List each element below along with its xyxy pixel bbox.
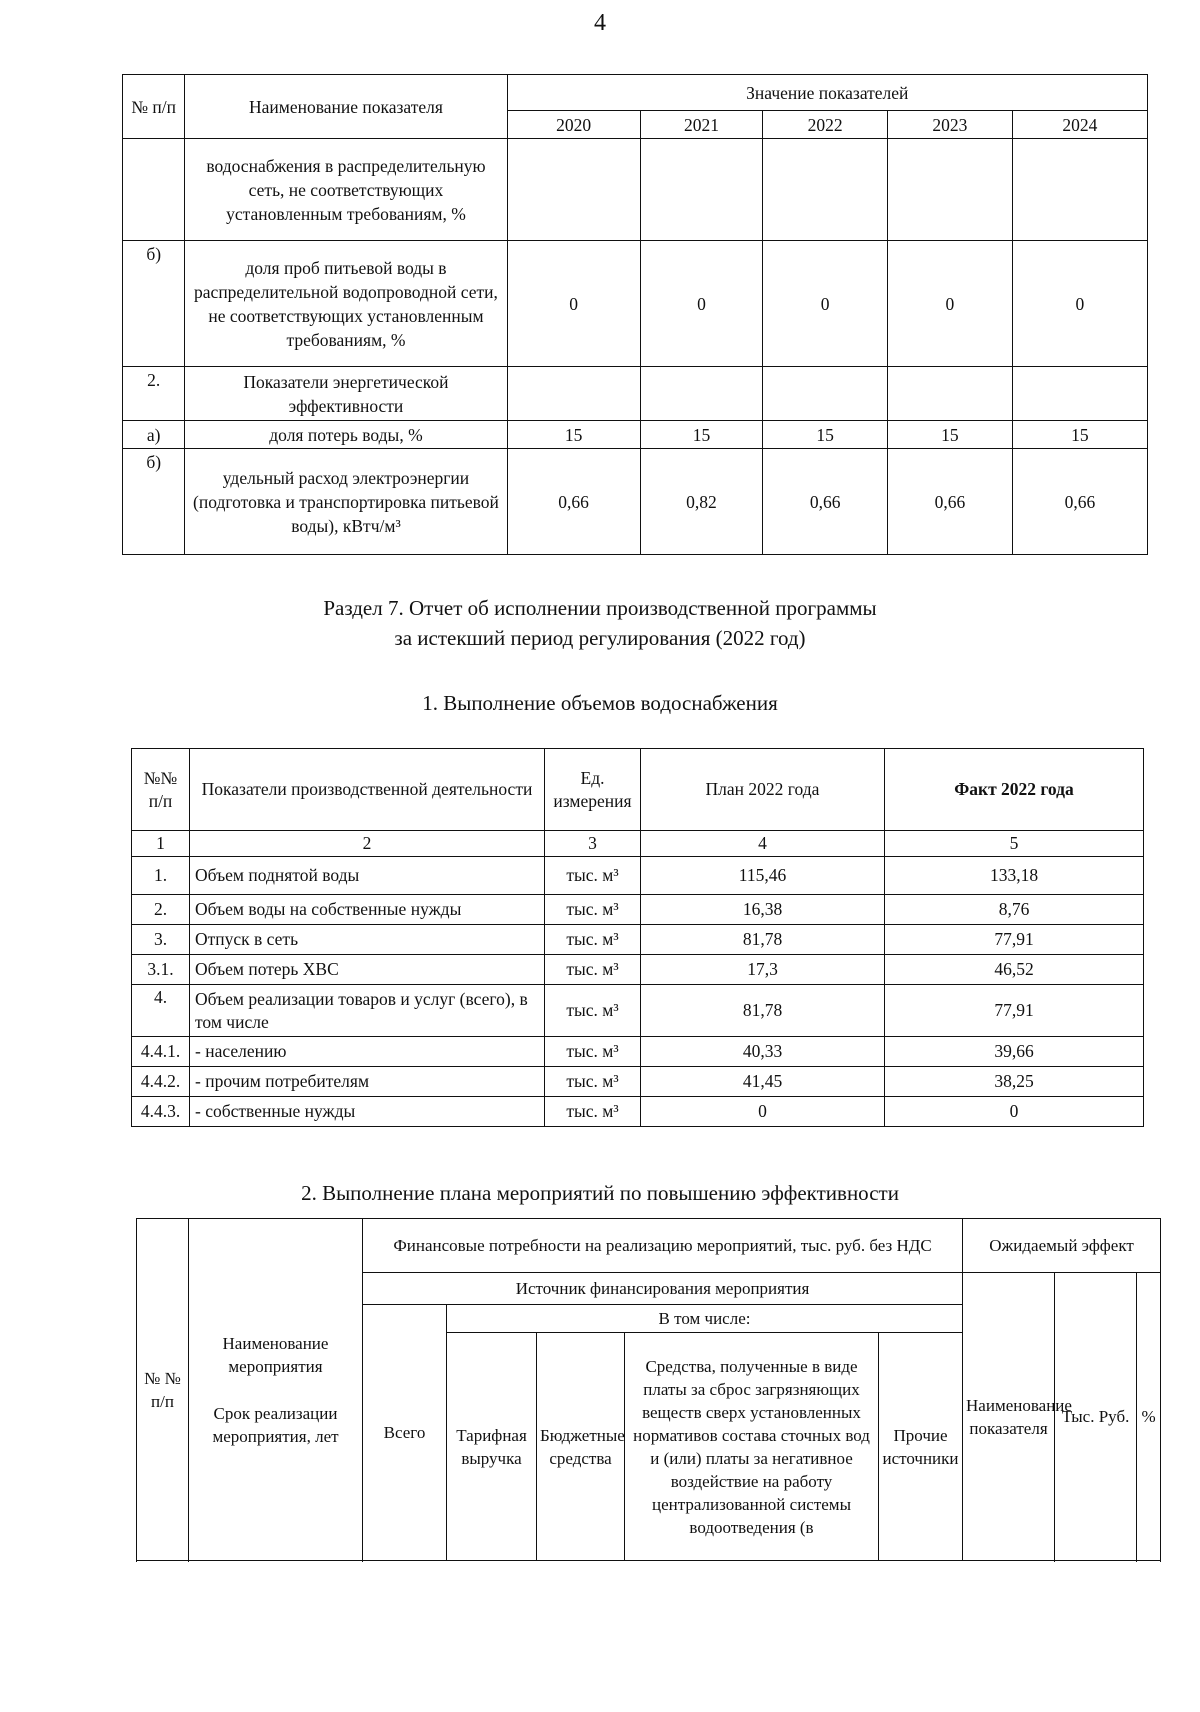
table-row bbox=[123, 449, 1148, 555]
table-row bbox=[123, 367, 1148, 421]
row-value: 15 bbox=[1012, 421, 1147, 449]
row-num bbox=[123, 139, 185, 241]
row-value: 15 bbox=[640, 421, 763, 449]
row-unit: тыс. м³ bbox=[545, 1097, 641, 1127]
row-value bbox=[888, 139, 1013, 241]
header-effect: Ожидаемый эффект bbox=[963, 1219, 1161, 1273]
page-number: 4 bbox=[594, 10, 606, 36]
header-budget: Бюджетные средства bbox=[537, 1333, 625, 1561]
row-value: 0 bbox=[640, 241, 763, 367]
header-percent: % bbox=[1137, 1273, 1161, 1561]
measure-term-label: Срок реализации мероприятия, лет bbox=[212, 1403, 339, 1446]
row-value bbox=[763, 367, 888, 421]
section-title bbox=[0, 593, 1200, 653]
table-row bbox=[132, 985, 1144, 1037]
row-num: 3. bbox=[132, 925, 190, 955]
year-header: 2022 bbox=[763, 111, 888, 139]
row-plan: 81,78 bbox=[641, 985, 885, 1037]
row-num: 2. bbox=[132, 895, 190, 925]
row-name: - населению bbox=[190, 1037, 545, 1067]
row-fact: 46,52 bbox=[885, 955, 1144, 985]
row-value bbox=[763, 139, 888, 241]
header-measure bbox=[189, 1219, 363, 1561]
row-unit: тыс. м³ bbox=[545, 857, 641, 895]
header-name: Наименование показателя bbox=[185, 75, 507, 139]
header-name: Показатели производственной деятельности bbox=[190, 749, 545, 831]
header-financial: Финансовые потребности на реализацию мероприятий, тыс. руб. без НДС bbox=[363, 1219, 963, 1273]
col-number: 3 bbox=[545, 831, 641, 857]
row-value: 15 bbox=[888, 421, 1013, 449]
subsection-title-2: 2. Выполнение плана мероприятий по повышению эффективности bbox=[301, 1181, 899, 1205]
header-num: №№ п/п bbox=[132, 749, 190, 831]
section-title-line1: Раздел 7. Отчет об исполнении производственной программы bbox=[323, 596, 877, 620]
table-row bbox=[132, 925, 1144, 955]
row-name: удельный расход электроэнергии (подготовка и транспортировка питьевой воды), кВтч/м³ bbox=[185, 449, 507, 555]
row-fact: 8,76 bbox=[885, 895, 1144, 925]
header-tariff: Тарифная выручка bbox=[447, 1333, 537, 1561]
row-num: б) bbox=[123, 241, 185, 367]
row-num: 4. bbox=[132, 985, 190, 1037]
row-plan: 17,3 bbox=[641, 955, 885, 985]
row-fact: 77,91 bbox=[885, 985, 1144, 1037]
row-name: Отпуск в сеть bbox=[190, 925, 545, 955]
measure-name-label: Наименование мероприятия bbox=[222, 1333, 329, 1376]
col-number: 2 bbox=[190, 831, 545, 857]
row-name: доля потерь воды, % bbox=[185, 421, 507, 449]
year-header: 2021 bbox=[640, 111, 763, 139]
row-value: 0 bbox=[1012, 241, 1147, 367]
row-value: 0,66 bbox=[507, 449, 640, 555]
subsection-title-1: 1. Выполнение объемов водоснабжения bbox=[422, 691, 778, 715]
row-num: 3.1. bbox=[132, 955, 190, 985]
col-number: 4 bbox=[641, 831, 885, 857]
table-row bbox=[123, 139, 1148, 241]
section-title-line2: за истекший период регулирования (2022 год) bbox=[394, 626, 806, 650]
row-unit: тыс. м³ bbox=[545, 955, 641, 985]
row-plan: 16,38 bbox=[641, 895, 885, 925]
year-header: 2020 bbox=[507, 111, 640, 139]
row-value: 0,66 bbox=[888, 449, 1013, 555]
row-fact: 77,91 bbox=[885, 925, 1144, 955]
header-other: Прочие источники bbox=[879, 1333, 963, 1561]
table-row bbox=[123, 421, 1148, 449]
table-row bbox=[123, 241, 1148, 367]
row-value bbox=[507, 139, 640, 241]
row-value: 0,82 bbox=[640, 449, 763, 555]
row-name: доля проб питьевой воды в распределительной водопроводной сети, не соответствующих установленным требованиям, % bbox=[185, 241, 507, 367]
row-value bbox=[1012, 367, 1147, 421]
header-fact: Факт 2022 года bbox=[885, 749, 1144, 831]
row-value: 15 bbox=[763, 421, 888, 449]
row-value: 0 bbox=[763, 241, 888, 367]
header-including: В том числе: bbox=[447, 1305, 963, 1333]
col-number: 1 bbox=[132, 831, 190, 857]
row-name: водоснабжения в распределительную сеть, не соответствующих установленным требованиям, % bbox=[185, 139, 507, 241]
table-row bbox=[132, 1097, 1144, 1127]
header-unit: Ед. измерения bbox=[545, 749, 641, 831]
header-num: № № п/п bbox=[137, 1219, 189, 1561]
header-num: № п/п bbox=[123, 75, 185, 139]
row-num: 2. bbox=[123, 367, 185, 421]
row-value: 0,66 bbox=[1012, 449, 1147, 555]
indicators-table bbox=[122, 74, 1148, 555]
year-header: 2024 bbox=[1012, 111, 1147, 139]
table-row bbox=[132, 857, 1144, 895]
header-rub: Тыс. Руб. bbox=[1055, 1273, 1137, 1561]
row-value: 0 bbox=[888, 241, 1013, 367]
row-fact: 38,25 bbox=[885, 1067, 1144, 1097]
row-num: 4.4.1. bbox=[132, 1037, 190, 1067]
row-name: - прочим потребителям bbox=[190, 1067, 545, 1097]
row-unit: тыс. м³ bbox=[545, 895, 641, 925]
header-total: Всего bbox=[363, 1305, 447, 1561]
row-value bbox=[640, 139, 763, 241]
row-fact: 0 bbox=[885, 1097, 1144, 1127]
row-num: а) bbox=[123, 421, 185, 449]
row-name: Объем поднятой воды bbox=[190, 857, 545, 895]
row-unit: тыс. м³ bbox=[545, 925, 641, 955]
table-row bbox=[132, 1067, 1144, 1097]
row-value bbox=[1012, 139, 1147, 241]
row-value bbox=[888, 367, 1013, 421]
table-row bbox=[132, 895, 1144, 925]
row-value: 15 bbox=[507, 421, 640, 449]
row-plan: 0 bbox=[641, 1097, 885, 1127]
row-fact: 133,18 bbox=[885, 857, 1144, 895]
header-source: Источник финансирования мероприятия bbox=[363, 1273, 963, 1305]
row-name: Объем воды на собственные нужды bbox=[190, 895, 545, 925]
row-fact: 39,66 bbox=[885, 1037, 1144, 1067]
row-value bbox=[640, 367, 763, 421]
row-unit: тыс. м³ bbox=[545, 985, 641, 1037]
row-plan: 81,78 bbox=[641, 925, 885, 955]
row-num: 1. bbox=[132, 857, 190, 895]
header-plan: План 2022 года bbox=[641, 749, 885, 831]
row-num: 4.4.3. bbox=[132, 1097, 190, 1127]
volumes-table bbox=[131, 748, 1144, 1127]
row-plan: 115,46 bbox=[641, 857, 885, 895]
row-name: Объем потерь ХВС bbox=[190, 955, 545, 985]
row-unit: тыс. м³ bbox=[545, 1037, 641, 1067]
row-unit: тыс. м³ bbox=[545, 1067, 641, 1097]
row-num: 4.4.2. bbox=[132, 1067, 190, 1097]
row-plan: 40,33 bbox=[641, 1037, 885, 1067]
row-value: 0 bbox=[507, 241, 640, 367]
col-number: 5 bbox=[885, 831, 1144, 857]
header-indicator: Наименование показателя bbox=[963, 1273, 1055, 1561]
row-plan: 41,45 bbox=[641, 1067, 885, 1097]
header-fees: Средства, полученные в виде платы за сброс загрязняющих веществ сверх установленных нормативов состава сточных вод и (или) платы за негативное воздействие на работу централизованной системы водоотведения (в bbox=[625, 1333, 879, 1561]
year-header: 2023 bbox=[888, 111, 1013, 139]
header-values: Значение показателей bbox=[507, 75, 1147, 111]
row-name: Объем реализации товаров и услуг (всего), в том числе bbox=[190, 985, 545, 1037]
row-name: - собственные нужды bbox=[190, 1097, 545, 1127]
row-value: 0,66 bbox=[763, 449, 888, 555]
table-row bbox=[132, 1037, 1144, 1067]
table-row bbox=[132, 955, 1144, 985]
measures-table bbox=[136, 1218, 1161, 1561]
row-num: б) bbox=[123, 449, 185, 555]
row-name: Показатели энергетической эффективности bbox=[185, 367, 507, 421]
row-value bbox=[507, 367, 640, 421]
